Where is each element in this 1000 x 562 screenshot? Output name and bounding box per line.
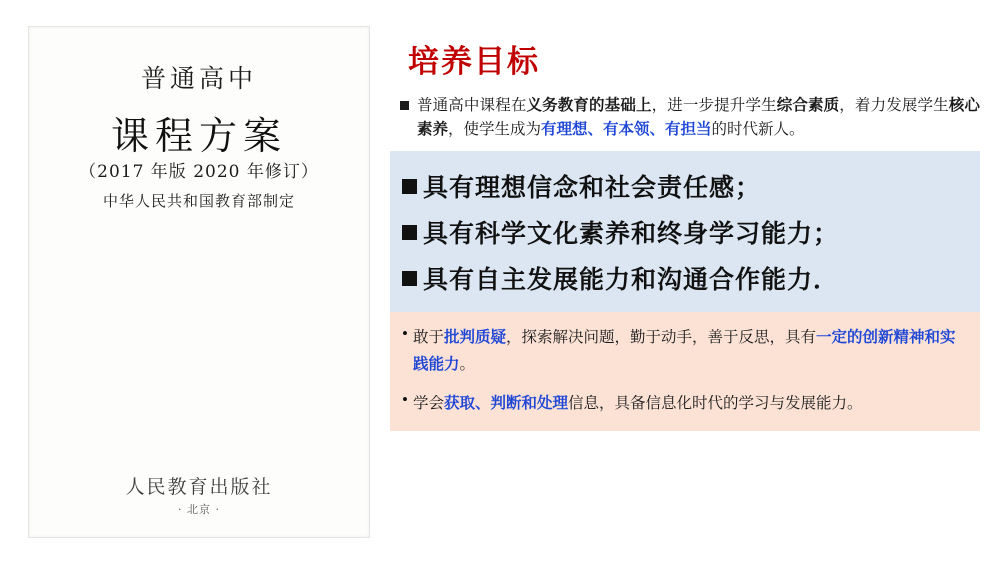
content-panel [390, 22, 980, 431]
book-city: · 北京 · [178, 503, 220, 516]
book-title-line2: 课程方案 [110, 114, 287, 158]
intro-seg7: ，使学生成为 [448, 120, 542, 139]
detail-box [390, 312, 980, 431]
intro-seg8: 有理想、有本领、有担当 [541, 120, 712, 139]
book-issuer: 中华人民共和国教育部制定 [102, 192, 295, 210]
highlight-item [402, 214, 970, 250]
intro-seg9: 的时代新人。 [711, 120, 805, 139]
b1-seg3: ，探索解决问题，勤于动手，善于反思，具有 [505, 328, 816, 347]
square-bullet-icon [402, 225, 417, 240]
b1-seg2: 批判质疑 [443, 328, 506, 347]
book-cover-image [28, 26, 370, 538]
book-title-line1: 普通高中 [140, 64, 257, 93]
b1-seg5: 。 [459, 355, 475, 374]
intro-seg1: 普通高中课程在 [417, 96, 527, 114]
highlight-text-2: 具有科学文化素养和终身学习能力； [423, 219, 840, 249]
intro-text [417, 93, 980, 141]
highlight-text-3: 具有自主发展能力和沟通合作能力． [423, 265, 840, 295]
highlight-item [402, 260, 970, 296]
detail-text-1 [413, 324, 966, 378]
intro-seg5: ，着力发展学生 [839, 96, 949, 114]
intro-paragraph [400, 93, 980, 141]
intro-seg2: 义务教育的基础上 [526, 96, 652, 114]
b2-seg2: 获取、判断和处理 [443, 394, 568, 413]
square-bullet-icon [402, 179, 417, 194]
intro-seg6: 核心素养 [417, 96, 980, 139]
list-item [402, 390, 966, 417]
intro-seg3: ，进一步提升学生 [651, 96, 777, 114]
b1-seg1: 敢于 [412, 328, 444, 347]
detail-text-2 [413, 390, 863, 417]
page-title: 培养目标 [408, 44, 540, 80]
book-publisher: 人民教育出版社 [125, 476, 273, 498]
b2-seg3: 信息，具备信息化时代的学习与发展能力。 [567, 394, 863, 413]
b1-seg4: 一定的创新精神和实践能力 [412, 328, 956, 374]
highlight-box [390, 151, 980, 312]
intro-seg4: 综合素质 [776, 96, 840, 114]
list-item [402, 324, 966, 378]
b2-seg1: 学会 [412, 394, 444, 413]
square-bullet-icon [400, 101, 409, 110]
dot-bullet-icon: • [402, 324, 408, 344]
highlight-text-1: 具有理想信念和社会责任感； [423, 173, 762, 203]
highlight-item [402, 168, 970, 204]
square-bullet-icon [402, 271, 417, 286]
dot-bullet-icon: • [402, 390, 408, 410]
book-edition: （2017 年版 2020 年修订） [79, 162, 319, 182]
